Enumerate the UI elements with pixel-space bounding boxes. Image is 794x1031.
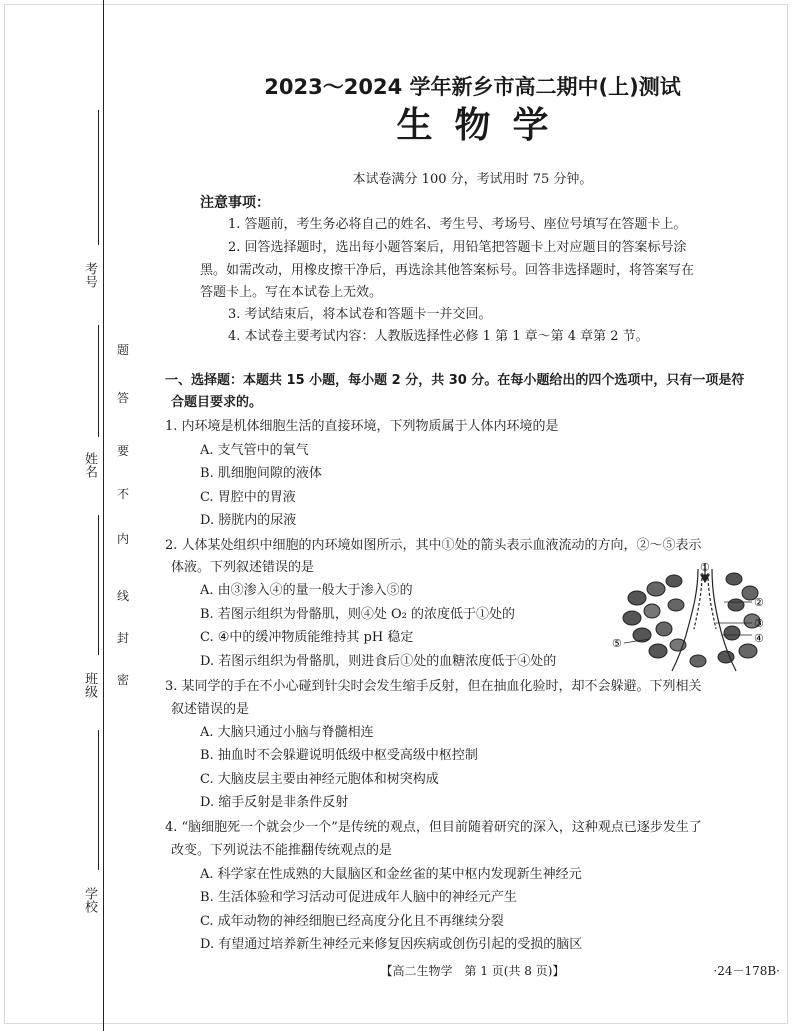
question-1-option-c[interactable]: C. 胃腔中的胃液 xyxy=(200,490,296,505)
note-line: 4. 本试卷主要考试内容：人教版选择性必修 1 第 1 章～第 4 章第 2 节。 xyxy=(228,329,649,344)
question-3-option-b[interactable]: B. 抽血时不会躲避说明低级中枢受高级中枢控制 xyxy=(200,748,478,763)
note-line: 2. 回答选择题时，选出每小题答案后，用铅笔把答题卡上对应题目的答案标号涂 xyxy=(228,240,687,255)
seal-char: 封 xyxy=(116,631,129,645)
note-line: 黑。如需改动，用橡皮擦干净后，再选涂其他答案标号。回答非选择题时，将答案写在 xyxy=(200,263,695,278)
question-4-option-c[interactable]: C. 成年动物的神经细胞已经高度分化且不再继续分裂 xyxy=(200,914,504,929)
tissue-diagram xyxy=(612,563,782,673)
seal-char: 题 xyxy=(116,343,129,357)
class-label: 班级 xyxy=(82,672,97,698)
exam-code: ·24－178B· xyxy=(713,964,780,978)
question-1-stem: 1. 内环境是机体细胞生活的直接环境，下列物质属于人体内环境的是 xyxy=(165,419,559,434)
name-write-line xyxy=(98,325,99,437)
diagram-label-4: ④ xyxy=(754,632,764,645)
question-1-option-b[interactable]: B. 肌细胞间隙的液体 xyxy=(200,466,322,481)
question-2-stem: 2. 人体某处组织中细胞的内环境如图所示，其中①处的箭头表示血液流动的方向，②～⑤表示 xyxy=(165,538,702,553)
section-heading: 一、选择题：本题共 15 小题，每小题 2 分，共 30 分。在每小题给出的四个选项中，只有一项是符 xyxy=(165,373,745,388)
diagram-label-1: ① xyxy=(700,563,710,574)
question-3-option-c[interactable]: C. 大脑皮层主要由神经元胞体和树突构成 xyxy=(200,772,439,787)
class-write-line xyxy=(98,515,99,655)
school-label: 学校 xyxy=(82,887,97,913)
seal-char: 线 xyxy=(116,589,129,603)
question-2-option-c[interactable]: C. ④中的缓冲物质能维持其 pH 稳定 xyxy=(200,630,414,645)
exam-title: 2023～2024 学年新乡市高二期中(上)测试 xyxy=(264,75,681,99)
seal-char: 不 xyxy=(116,487,129,501)
school-write-line xyxy=(98,730,99,870)
question-4-option-b[interactable]: B. 生活体验和学习活动可促进成年人脑中的神经元产生 xyxy=(200,890,517,905)
diagram-label-2: ② xyxy=(754,596,764,609)
page-number: 【高二生物学 第 1 页(共 8 页)】 xyxy=(380,964,565,978)
subject-title: 生物学 xyxy=(396,104,571,146)
question-3-option-a[interactable]: A. 大脑只通过小脑与脊髓相连 xyxy=(200,725,374,740)
exam-info: 本试卷满分 100 分，考试用时 75 分钟。 xyxy=(352,172,593,187)
binding-margin xyxy=(0,0,150,1031)
question-3-stem: 3. 某同学的手在不小心碰到针尖时会发生缩手反射，但在抽血化验时，却不会躲避。下列相关 xyxy=(165,679,702,694)
name-field[interactable] xyxy=(78,325,100,510)
seal-notice xyxy=(112,343,134,688)
question-2-option-d[interactable]: D. 若图示组织为骨骼肌，则进食后①处的血糖浓度低于④处的 xyxy=(200,654,557,669)
question-3-option-d[interactable]: D. 缩手反射是非条件反射 xyxy=(200,795,349,810)
diagram-label-3: ③ xyxy=(754,617,764,630)
note-line: 3. 考试结束后，将本试卷和答题卡一并交回。 xyxy=(228,307,492,322)
question-4-stem-cont: 改变。下列说法不能推翻传统观点的是 xyxy=(171,843,393,858)
question-1-option-a[interactable]: A. 支气管中的氧气 xyxy=(200,443,309,458)
seal-char: 答 xyxy=(116,391,129,405)
page-footer xyxy=(165,962,780,982)
question-3-stem-cont: 叙述错误的是 xyxy=(171,702,250,717)
exam-content xyxy=(165,0,780,1031)
seal-char: 要 xyxy=(116,444,129,458)
name-label: 姓名 xyxy=(82,452,97,478)
tissue-cells xyxy=(623,573,760,667)
exam-number-field[interactable] xyxy=(78,110,100,310)
question-1-option-d[interactable]: D. 膀胱内的尿液 xyxy=(200,513,297,528)
binding-line xyxy=(103,0,104,1031)
exam-number-write-line xyxy=(98,110,99,245)
exam-number-label: 考号 xyxy=(82,262,97,288)
question-2-stem-cont: 体液。下列叙述错误的是 xyxy=(171,560,315,575)
seal-char: 内 xyxy=(116,532,129,546)
class-field[interactable] xyxy=(78,515,100,715)
note-line: 1. 答题前，考生务必将自己的姓名、考生号、考场号、座位号填写在答题卡上。 xyxy=(228,217,687,232)
question-4-option-a[interactable]: A. 科学家在性成熟的大鼠脑区和金丝雀的某中枢内发现新生神经元 xyxy=(200,867,582,882)
question-4-option-d[interactable]: D. 有望通过培养新生神经元来修复因疾病或创伤引起的受损的脑区 xyxy=(200,937,583,952)
seal-char: 密 xyxy=(116,673,129,687)
section-heading-cont: 合题目要求的。 xyxy=(171,395,263,410)
diagram-label-5: ⑤ xyxy=(612,637,622,650)
question-2-option-b[interactable]: B. 若图示组织为骨骼肌，则④处 O₂ 的浓度低于①处的 xyxy=(200,607,515,622)
note-line: 答题卡上。写在本试卷上无效。 xyxy=(200,285,383,300)
question-4-stem: 4. “脑细胞死一个就会少一个”是传统的观点，但目前随着研究的深入，这种观点已逐步发生了 xyxy=(165,820,702,835)
school-field[interactable] xyxy=(78,730,100,930)
notes-heading: 注意事项： xyxy=(200,195,270,211)
question-2-option-a[interactable]: A. 由③渗入④的量一般大于渗入⑤的 xyxy=(200,583,413,598)
